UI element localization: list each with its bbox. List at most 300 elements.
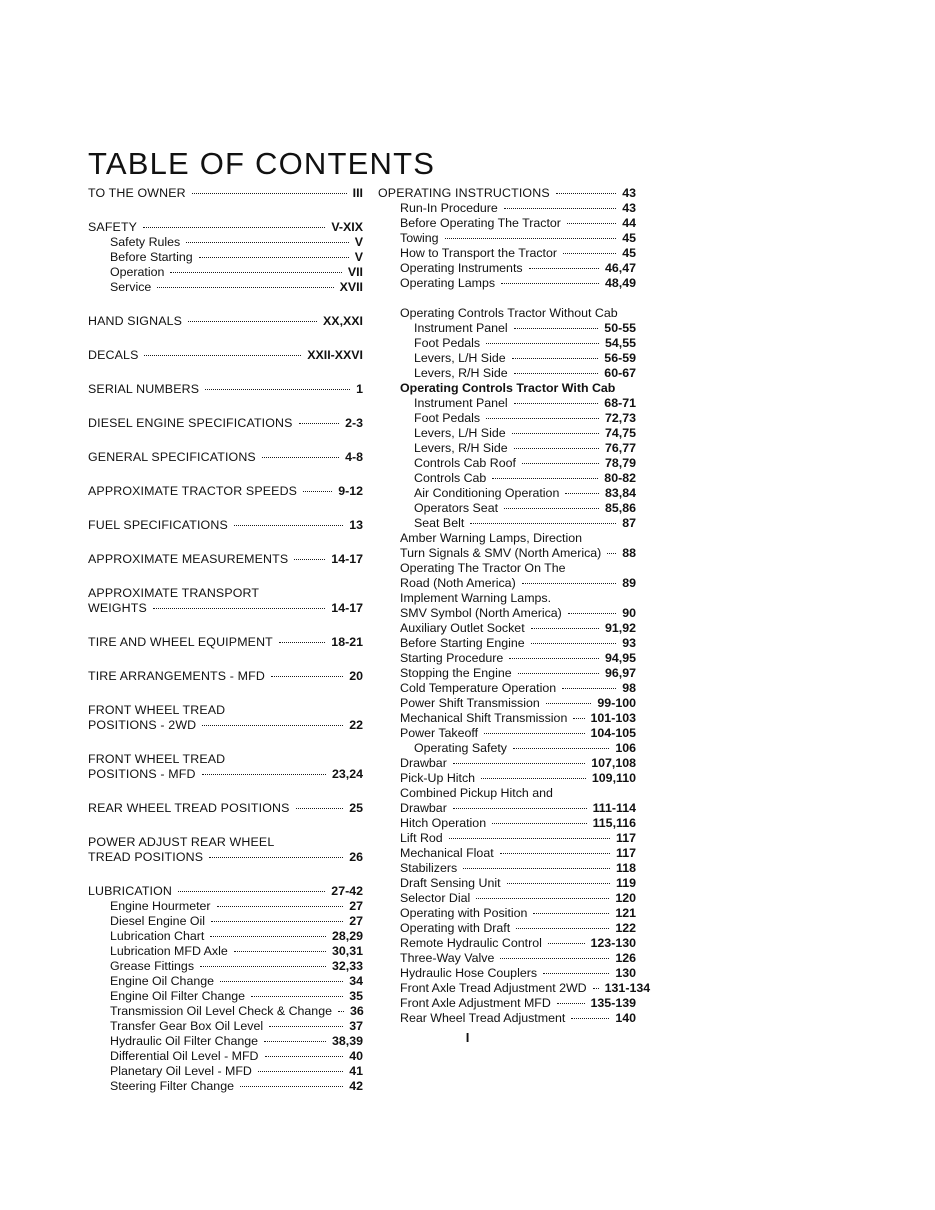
toc-entry-label: Operating Lamps — [400, 276, 496, 290]
toc-entry-label: APPROXIMATE MEASUREMENTS — [88, 552, 289, 566]
toc-entry-label: Power Takeoff — [400, 726, 479, 740]
toc-entry-label: Rear Wheel Tread Adjustment — [400, 1011, 566, 1025]
toc-entry[interactable] — [378, 276, 636, 291]
toc-entry-label: Differential Oil Level - MFD — [110, 1049, 259, 1063]
toc-entry-label: Cold Temperature Operation — [400, 681, 557, 695]
toc-entry-label: SAFETY — [88, 220, 138, 234]
toc-dot-leader — [449, 837, 610, 839]
toc-entry[interactable] — [378, 246, 636, 261]
toc-entry[interactable] — [378, 471, 636, 486]
toc-entry[interactable] — [88, 767, 363, 782]
toc-entry[interactable] — [378, 606, 636, 621]
toc-entry[interactable] — [378, 951, 636, 966]
toc-dot-leader — [486, 417, 599, 419]
toc-entry-page-number: 42 — [349, 1079, 363, 1093]
toc-entry[interactable] — [378, 966, 636, 981]
toc-entry[interactable] — [378, 201, 636, 216]
toc-dot-leader — [258, 1070, 343, 1072]
toc-entry-label: LUBRICATION — [88, 884, 173, 898]
toc-dot-leader — [621, 388, 634, 389]
toc-entry-page-number: XVII — [339, 280, 363, 294]
toc-entry-label: DECALS — [88, 348, 139, 362]
toc-dot-leader — [476, 897, 609, 899]
toc-entry-label: Mechanical Float — [400, 846, 494, 860]
toc-entry-label: Operating Instruments — [400, 261, 523, 275]
toc-dot-leader — [231, 710, 361, 711]
toc-entry[interactable] — [88, 518, 363, 533]
toc-entry-page-number: 120 — [615, 891, 636, 905]
toc-entry[interactable] — [378, 801, 636, 816]
toc-dot-leader — [240, 1085, 343, 1087]
toc-entry-page-number: 78,79 — [604, 456, 636, 470]
toc-entry-label: APPROXIMATE TRACTOR SPEEDS — [88, 484, 298, 498]
toc-entry-label: Foot Pedals — [414, 336, 481, 350]
toc-entry-label: HAND SIGNALS — [88, 314, 183, 328]
toc-entry[interactable] — [378, 501, 636, 516]
toc-entry[interactable] — [378, 216, 636, 231]
toc-entry[interactable] — [378, 486, 636, 501]
toc-dot-leader — [200, 965, 326, 967]
toc-entry-label: Stopping the Engine — [400, 666, 512, 680]
toc-dot-leader — [522, 462, 599, 464]
toc-entry-page-number: 20 — [349, 669, 363, 683]
toc-entry-label: Towing — [400, 231, 439, 245]
toc-entry[interactable] — [378, 666, 636, 681]
toc-entry[interactable] — [88, 835, 363, 850]
toc-entry[interactable] — [378, 906, 636, 921]
toc-dot-leader — [513, 747, 609, 749]
toc-column-left — [88, 186, 363, 1094]
toc-entry-page-number: 36 — [349, 1004, 364, 1018]
toc-entry[interactable] — [88, 1049, 363, 1064]
toc-dot-leader — [557, 1002, 585, 1004]
toc-entry-label: Service — [110, 280, 152, 294]
toc-dot-leader — [492, 477, 598, 479]
toc-dot-leader — [211, 920, 343, 922]
toc-dot-leader — [453, 807, 587, 809]
toc-entry-label: TO THE OWNER — [88, 186, 186, 200]
toc-entry-label: Selector Dial — [400, 891, 471, 905]
toc-entry[interactable] — [88, 752, 363, 767]
toc-entry[interactable] — [378, 696, 636, 711]
toc-entry-page-number: 121 — [615, 906, 636, 920]
toc-entry[interactable] — [378, 786, 636, 801]
toc-entry-page-number: 27 — [349, 899, 363, 913]
toc-entry-label: Hitch Operation — [400, 816, 487, 830]
toc-dot-leader — [157, 286, 333, 288]
toc-dot-leader — [562, 687, 616, 689]
toc-entry-page-number: 107,108 — [591, 756, 636, 770]
toc-entry-label: Levers, R/H Side — [414, 366, 508, 380]
toc-entry[interactable] — [88, 450, 363, 465]
toc-dot-leader — [217, 905, 344, 907]
toc-dot-leader — [153, 607, 325, 609]
toc-dot-leader — [543, 972, 609, 974]
toc-dot-leader — [501, 282, 599, 284]
toc-dot-leader — [453, 762, 585, 764]
page-title: TABLE OF CONTENTS — [88, 146, 436, 181]
toc-entry[interactable] — [88, 635, 363, 650]
toc-dot-leader — [531, 627, 599, 629]
toc-entry-page-number: 54,55 — [604, 336, 636, 350]
toc-entry-label: Operators Seat — [414, 501, 499, 515]
toc-entry-label: Lubrication Chart — [110, 929, 205, 943]
toc-entry[interactable] — [378, 516, 636, 531]
toc-entry[interactable] — [378, 261, 636, 276]
toc-entry-label: Draft Sensing Unit — [400, 876, 501, 890]
toc-entry-label: Remote Hydraulic Control — [400, 936, 542, 950]
toc-entry[interactable] — [88, 989, 363, 1004]
toc-entry[interactable] — [88, 1079, 363, 1094]
toc-entry-label: Controls Cab Roof — [414, 456, 516, 470]
toc-dot-leader — [170, 271, 341, 273]
toc-entry-page-number: XX,XXI — [323, 314, 363, 328]
toc-entry[interactable] — [378, 981, 651, 996]
toc-entry[interactable] — [378, 741, 636, 756]
toc-entry-page-number: 80-82 — [604, 471, 636, 485]
toc-dot-leader — [565, 492, 599, 494]
toc-entry-label: Road (Noth America) — [400, 576, 516, 590]
toc-entry-page-number: 41 — [349, 1064, 363, 1078]
toc-entry-label: Engine Oil Filter Change — [110, 989, 245, 1003]
toc-entry[interactable] — [378, 351, 636, 366]
toc-entry[interactable] — [88, 944, 363, 959]
toc-entry-label: TIRE ARRANGEMENTS - MFD — [88, 669, 265, 683]
toc-entry[interactable] — [378, 756, 636, 771]
toc-entry[interactable] — [88, 265, 363, 280]
toc-entry[interactable] — [88, 552, 363, 567]
toc-dot-leader — [265, 593, 361, 594]
toc-entry[interactable] — [378, 891, 636, 906]
toc-entry-page-number: 98 — [622, 681, 636, 695]
toc-entry[interactable] — [378, 621, 636, 636]
toc-entry[interactable] — [378, 681, 636, 696]
toc-dot-leader — [192, 192, 347, 194]
toc-entry-label: Levers, L/H Side — [414, 351, 506, 365]
toc-entry[interactable] — [88, 929, 363, 944]
toc-dot-leader — [504, 207, 616, 209]
toc-entry[interactable] — [88, 220, 363, 235]
toc-entry-label: DIESEL ENGINE SPECIFICATIONS — [88, 416, 293, 430]
toc-dot-leader — [556, 192, 616, 194]
toc-entry[interactable] — [378, 441, 636, 456]
toc-entry[interactable] — [88, 586, 363, 601]
toc-entry-page-number: 135-139 — [590, 996, 636, 1010]
toc-entry-label: Lubrication MFD Axle — [110, 944, 228, 958]
toc-entry[interactable] — [378, 726, 636, 741]
toc-entry[interactable] — [378, 336, 636, 351]
toc-dot-leader — [607, 552, 616, 554]
toc-entry-page-number: 18-21 — [331, 635, 363, 649]
toc-entry[interactable] — [88, 348, 363, 363]
toc-dot-leader — [522, 582, 617, 584]
toc-dot-leader — [299, 422, 340, 424]
toc-entry-page-number: 111-114 — [592, 801, 636, 815]
toc-entry-label: Levers, R/H Side — [414, 441, 508, 455]
toc-entry[interactable] — [378, 711, 636, 726]
toc-entry-label: Engine Oil Change — [110, 974, 215, 988]
toc-dot-leader — [186, 241, 348, 243]
toc-dot-leader — [220, 980, 343, 982]
toc-entry[interactable] — [378, 921, 636, 936]
toc-entry-page-number: 46,47 — [604, 261, 636, 275]
toc-entry-page-number: 1 — [356, 382, 363, 396]
toc-dot-leader — [531, 642, 617, 644]
toc-entry-page-number: 140 — [615, 1011, 636, 1025]
toc-entry-label: Seat Belt — [414, 516, 465, 530]
toc-entry[interactable] — [378, 306, 636, 321]
toc-dot-leader — [463, 867, 610, 869]
toc-entry-label: Stabilizers — [400, 861, 458, 875]
toc-entry-page-number: 23,24 — [331, 767, 363, 781]
toc-entry-label: Air Conditioning Operation — [414, 486, 560, 500]
toc-dot-leader — [199, 256, 349, 258]
toc-entry-page-number: 126 — [615, 951, 636, 965]
toc-entry[interactable] — [378, 546, 636, 561]
toc-entry[interactable] — [378, 366, 636, 381]
toc-entry-label: Foot Pedals — [414, 411, 481, 425]
toc-entry-label: Controls Cab — [414, 471, 487, 485]
toc-dot-leader — [567, 222, 616, 224]
toc-entry-page-number: VII — [347, 265, 363, 279]
toc-entry-label: Implement Warning Lamps. — [400, 591, 552, 605]
toc-dot-leader — [205, 388, 350, 390]
toc-entry[interactable] — [378, 861, 636, 876]
toc-entry[interactable] — [378, 426, 636, 441]
toc-entry-page-number: 109,110 — [591, 771, 636, 785]
toc-entry-label: Before Operating The Tractor — [400, 216, 561, 230]
toc-entry-label: Before Starting Engine — [400, 636, 525, 650]
toc-entry[interactable] — [88, 801, 363, 816]
toc-entry-page-number: 27 — [349, 914, 363, 928]
toc-dot-leader — [512, 432, 599, 434]
toc-entry-page-number: 68-71 — [604, 396, 636, 410]
toc-entry[interactable] — [378, 651, 636, 666]
toc-entry-page-number: 38,39 — [331, 1034, 363, 1048]
toc-entry-page-number: 43 — [622, 186, 636, 200]
page-folio-number: I — [465, 1030, 470, 1045]
toc-entry-page-number: 56-59 — [604, 351, 636, 365]
toc-entry-page-number: XXII-XXVI — [307, 348, 363, 362]
toc-entry-page-number: 45 — [622, 246, 636, 260]
toc-entry[interactable] — [378, 591, 636, 606]
toc-entry-page-number: 117 — [616, 831, 636, 845]
toc-entry[interactable] — [378, 996, 636, 1011]
toc-entry[interactable] — [88, 959, 363, 974]
toc-entry-label: APPROXIMATE TRANSPORT — [88, 586, 260, 600]
toc-entry[interactable] — [88, 382, 363, 397]
toc-dot-leader — [529, 267, 599, 269]
toc-entry[interactable] — [378, 846, 636, 861]
toc-entry-label: Mechanical Shift Transmission — [400, 711, 568, 725]
toc-dot-leader — [593, 987, 599, 989]
toc-entry-label: FUEL SPECIFICATIONS — [88, 518, 228, 532]
toc-dot-leader — [143, 226, 325, 228]
toc-dot-leader — [209, 856, 343, 858]
toc-dot-leader — [514, 372, 599, 374]
toc-entry-page-number: 93 — [622, 636, 636, 650]
toc-entry-label: WEIGHTS — [88, 601, 147, 615]
toc-entry-page-number: V — [354, 235, 363, 249]
toc-entry-page-number: 99-100 — [597, 696, 636, 710]
toc-entry-page-number: 130 — [615, 966, 636, 980]
toc-entry[interactable] — [88, 416, 363, 431]
toc-entry-label: Transmission Oil Level Check & Change — [110, 1004, 332, 1018]
toc-entry-label: Hydraulic Oil Filter Change — [110, 1034, 259, 1048]
toc-entry[interactable] — [88, 280, 363, 295]
toc-entry-label: Drawbar — [400, 801, 447, 815]
toc-entry-label: Combined Pickup Hitch and — [400, 786, 553, 800]
toc-entry-page-number: 30,31 — [331, 944, 363, 958]
toc-dot-leader — [504, 507, 599, 509]
toc-entry-page-number: 35 — [349, 989, 363, 1003]
toc-entry-page-number: 43 — [622, 201, 636, 215]
toc-dot-leader — [512, 357, 599, 359]
toc-entry-page-number: 48,49 — [604, 276, 636, 290]
toc-dot-leader — [234, 950, 326, 952]
toc-entry[interactable] — [378, 636, 636, 651]
toc-entry-page-number: 26 — [349, 850, 363, 864]
toc-entry[interactable] — [378, 1011, 636, 1026]
toc-entry[interactable] — [88, 974, 363, 989]
toc-entry[interactable] — [378, 381, 636, 396]
toc-entry-page-number: 13 — [349, 518, 363, 532]
toc-entry-page-number: 85,86 — [604, 501, 636, 515]
toc-entry-page-number: 90 — [622, 606, 636, 620]
toc-dot-leader — [563, 252, 616, 254]
toc-entry[interactable] — [88, 718, 363, 733]
toc-dot-leader — [571, 1017, 609, 1019]
toc-entry[interactable] — [378, 456, 636, 471]
toc-entry-label: Operating with Position — [400, 906, 528, 920]
toc-entry[interactable] — [88, 1064, 363, 1079]
toc-entry-label: POSITIONS - 2WD — [88, 718, 197, 732]
toc-dot-leader — [280, 842, 361, 843]
toc-entry[interactable] — [378, 531, 636, 546]
toc-entry-label: Turn Signals & SMV (North America) — [400, 546, 602, 560]
toc-entry[interactable] — [378, 561, 636, 576]
toc-entry[interactable] — [88, 884, 363, 899]
toc-dot-leader — [500, 852, 610, 854]
toc-entry-page-number: 14-17 — [331, 552, 363, 566]
toc-dot-leader — [338, 1010, 344, 1012]
toc-dot-leader — [210, 935, 326, 937]
toc-entry[interactable] — [88, 899, 363, 914]
toc-entry-label: How to Transport the Tractor — [400, 246, 558, 260]
toc-entry-page-number: 104-105 — [590, 726, 636, 740]
toc-entry-page-number: 91,92 — [604, 621, 636, 635]
toc-entry-label: OPERATING INSTRUCTIONS — [378, 186, 550, 200]
toc-entry[interactable] — [88, 669, 363, 684]
toc-entry-label: Operation — [110, 265, 165, 279]
toc-dot-leader — [178, 890, 325, 892]
toc-entry-page-number: 122 — [615, 921, 636, 935]
toc-entry-page-number: 131-134 — [604, 981, 651, 995]
toc-entry-label: Safety Rules — [110, 235, 181, 249]
toc-entry[interactable] — [378, 576, 636, 591]
toc-dot-leader — [568, 612, 616, 614]
toc-entry-label: Run-In Procedure — [400, 201, 498, 215]
toc-dot-leader — [269, 1025, 343, 1027]
toc-dot-leader — [251, 995, 343, 997]
toc-entry-page-number: 32,33 — [331, 959, 363, 973]
toc-entry[interactable] — [88, 186, 363, 201]
toc-entry-page-number: 22 — [349, 718, 363, 732]
toc-entry-label: Operating Controls Tractor Without Cab — [400, 306, 618, 320]
toc-entry[interactable] — [88, 250, 363, 265]
toc-entry[interactable] — [378, 186, 636, 201]
toc-entry[interactable] — [88, 235, 363, 250]
toc-entry-label: Transfer Gear Box Oil Level — [110, 1019, 264, 1033]
toc-entry-page-number: 40 — [349, 1049, 363, 1063]
toc-entry-label: TREAD POSITIONS — [88, 850, 204, 864]
toc-dot-leader — [296, 807, 344, 809]
toc-entry[interactable] — [88, 1004, 363, 1019]
toc-entry-page-number: III — [352, 186, 363, 200]
toc-entry[interactable] — [378, 771, 636, 786]
toc-entry[interactable] — [378, 231, 636, 246]
toc-entry-page-number: 88 — [622, 546, 636, 560]
toc-entry[interactable] — [378, 831, 636, 846]
toc-entry-page-number: 74,75 — [604, 426, 636, 440]
toc-entry[interactable] — [378, 321, 636, 336]
toc-entry-page-number: 50-55 — [604, 321, 636, 335]
toc-entry[interactable] — [88, 703, 363, 718]
toc-dot-leader — [533, 912, 609, 914]
toc-entry[interactable] — [88, 601, 363, 616]
toc-entry-page-number: 27-42 — [331, 884, 363, 898]
toc-entry-label: Operating The Tractor On The — [400, 561, 566, 575]
toc-entry-label: Before Starting — [110, 250, 193, 264]
toc-column-right — [378, 186, 651, 1026]
toc-entry-page-number: 94,95 — [604, 651, 636, 665]
toc-entry-label: GENERAL SPECIFICATIONS — [88, 450, 256, 464]
toc-entry[interactable] — [378, 876, 636, 891]
toc-entry-label: Diesel Engine Oil — [110, 914, 206, 928]
toc-entry[interactable] — [378, 936, 636, 951]
toc-dot-leader — [470, 522, 616, 524]
toc-entry[interactable] — [88, 914, 363, 929]
toc-entry[interactable] — [88, 314, 363, 329]
toc-dot-leader — [271, 675, 343, 677]
toc-entry[interactable] — [378, 396, 636, 411]
toc-dot-leader — [294, 558, 325, 560]
toc-entry-page-number: 44 — [622, 216, 636, 230]
toc-dot-leader — [557, 598, 634, 599]
toc-dot-leader — [588, 538, 634, 539]
toc-entry-label: Drawbar — [400, 756, 447, 770]
toc-dot-leader — [481, 777, 586, 779]
toc-entry-page-number: 14-17 — [331, 601, 363, 615]
toc-entry-page-number: 76,77 — [604, 441, 636, 455]
toc-dot-leader — [514, 327, 599, 329]
toc-entry-page-number: 115,116 — [592, 816, 636, 830]
toc-entry-page-number: 9-12 — [338, 484, 363, 498]
toc-entry-label: REAR WHEEL TREAD POSITIONS — [88, 801, 290, 815]
toc-dot-leader — [202, 724, 343, 726]
toc-entry-label: Amber Warning Lamps, Direction — [400, 531, 583, 545]
toc-entry-page-number: 28,29 — [331, 929, 363, 943]
toc-entry-label: Operating with Draft — [400, 921, 511, 935]
toc-entry[interactable] — [378, 816, 636, 831]
toc-entry[interactable] — [88, 484, 363, 499]
toc-entry-label: Starting Procedure — [400, 651, 504, 665]
toc-entry[interactable] — [88, 850, 363, 865]
toc-dot-leader — [509, 657, 599, 659]
toc-entry[interactable] — [378, 411, 636, 426]
toc-entry-page-number: 72,73 — [604, 411, 636, 425]
toc-dot-leader — [231, 759, 361, 760]
